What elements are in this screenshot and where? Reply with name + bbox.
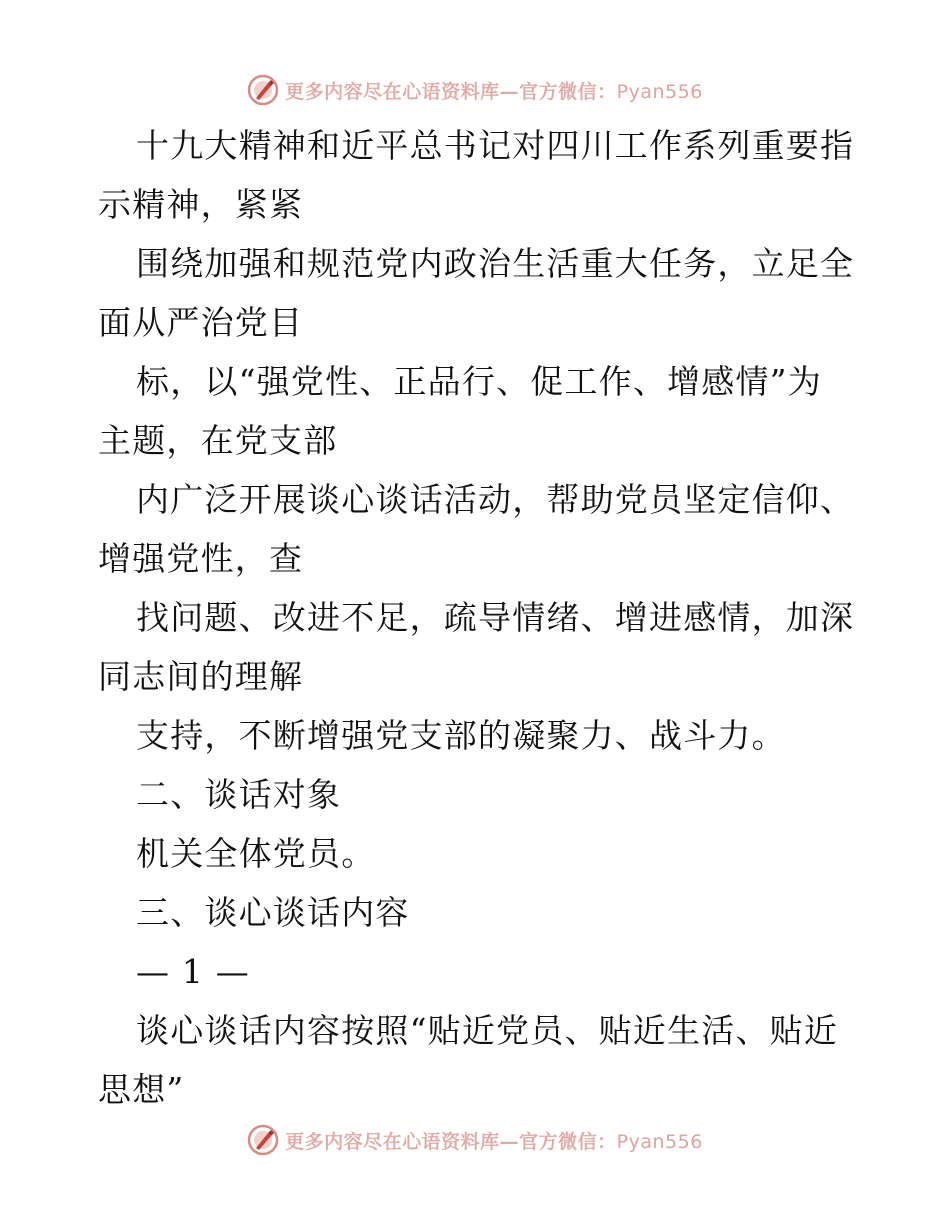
footer-watermark: [0, 1122, 950, 1158]
paragraph-line: 内广泛开展谈心谈话活动，帮助党员坚定信仰、: [136, 480, 855, 519]
paragraph-line: 机关全体党员。: [136, 834, 376, 873]
paragraph-line: 支持，不断增强党支部的凝聚力、战斗力。: [136, 716, 786, 755]
paragraph-line: 找问题、改进不足，疏导情绪、增进感情，加深: [136, 598, 855, 637]
paragraph-line: 同志间的理解: [98, 657, 304, 696]
paragraph-line: 主题，在党支部: [98, 421, 338, 460]
pen-seal-icon: [247, 1124, 279, 1156]
paragraph-line: 思想”: [98, 1070, 185, 1109]
paragraph-line: 示精神，紧紧: [98, 185, 304, 224]
paragraph-line: 增强党性，查: [98, 539, 304, 578]
paragraph-line: 面从严治党目: [98, 303, 304, 342]
paragraph-line: 围绕加强和规范党内政治生活重大任务，立足全: [136, 244, 855, 283]
section-heading: 二、谈话对象: [136, 775, 342, 814]
watermark-text: 更多内容尽在心语资料库—官方微信：Pyan556: [285, 1130, 703, 1153]
paragraph-line: 谈心谈话内容按照“贴近党员、贴近生活、贴近: [136, 1011, 839, 1050]
paragraph-line: 标，以“强党性、正品行、促工作、增感情”为: [136, 362, 822, 401]
section-heading: 三、谈心谈话内容: [136, 893, 410, 932]
page-number: — 1 —: [136, 952, 250, 991]
paragraph-line: 十九大精神和近平总书记对四川工作系列重要指: [136, 126, 855, 165]
watermark-text: 更多内容尽在心语资料库—官方微信：Pyan556: [285, 80, 703, 103]
